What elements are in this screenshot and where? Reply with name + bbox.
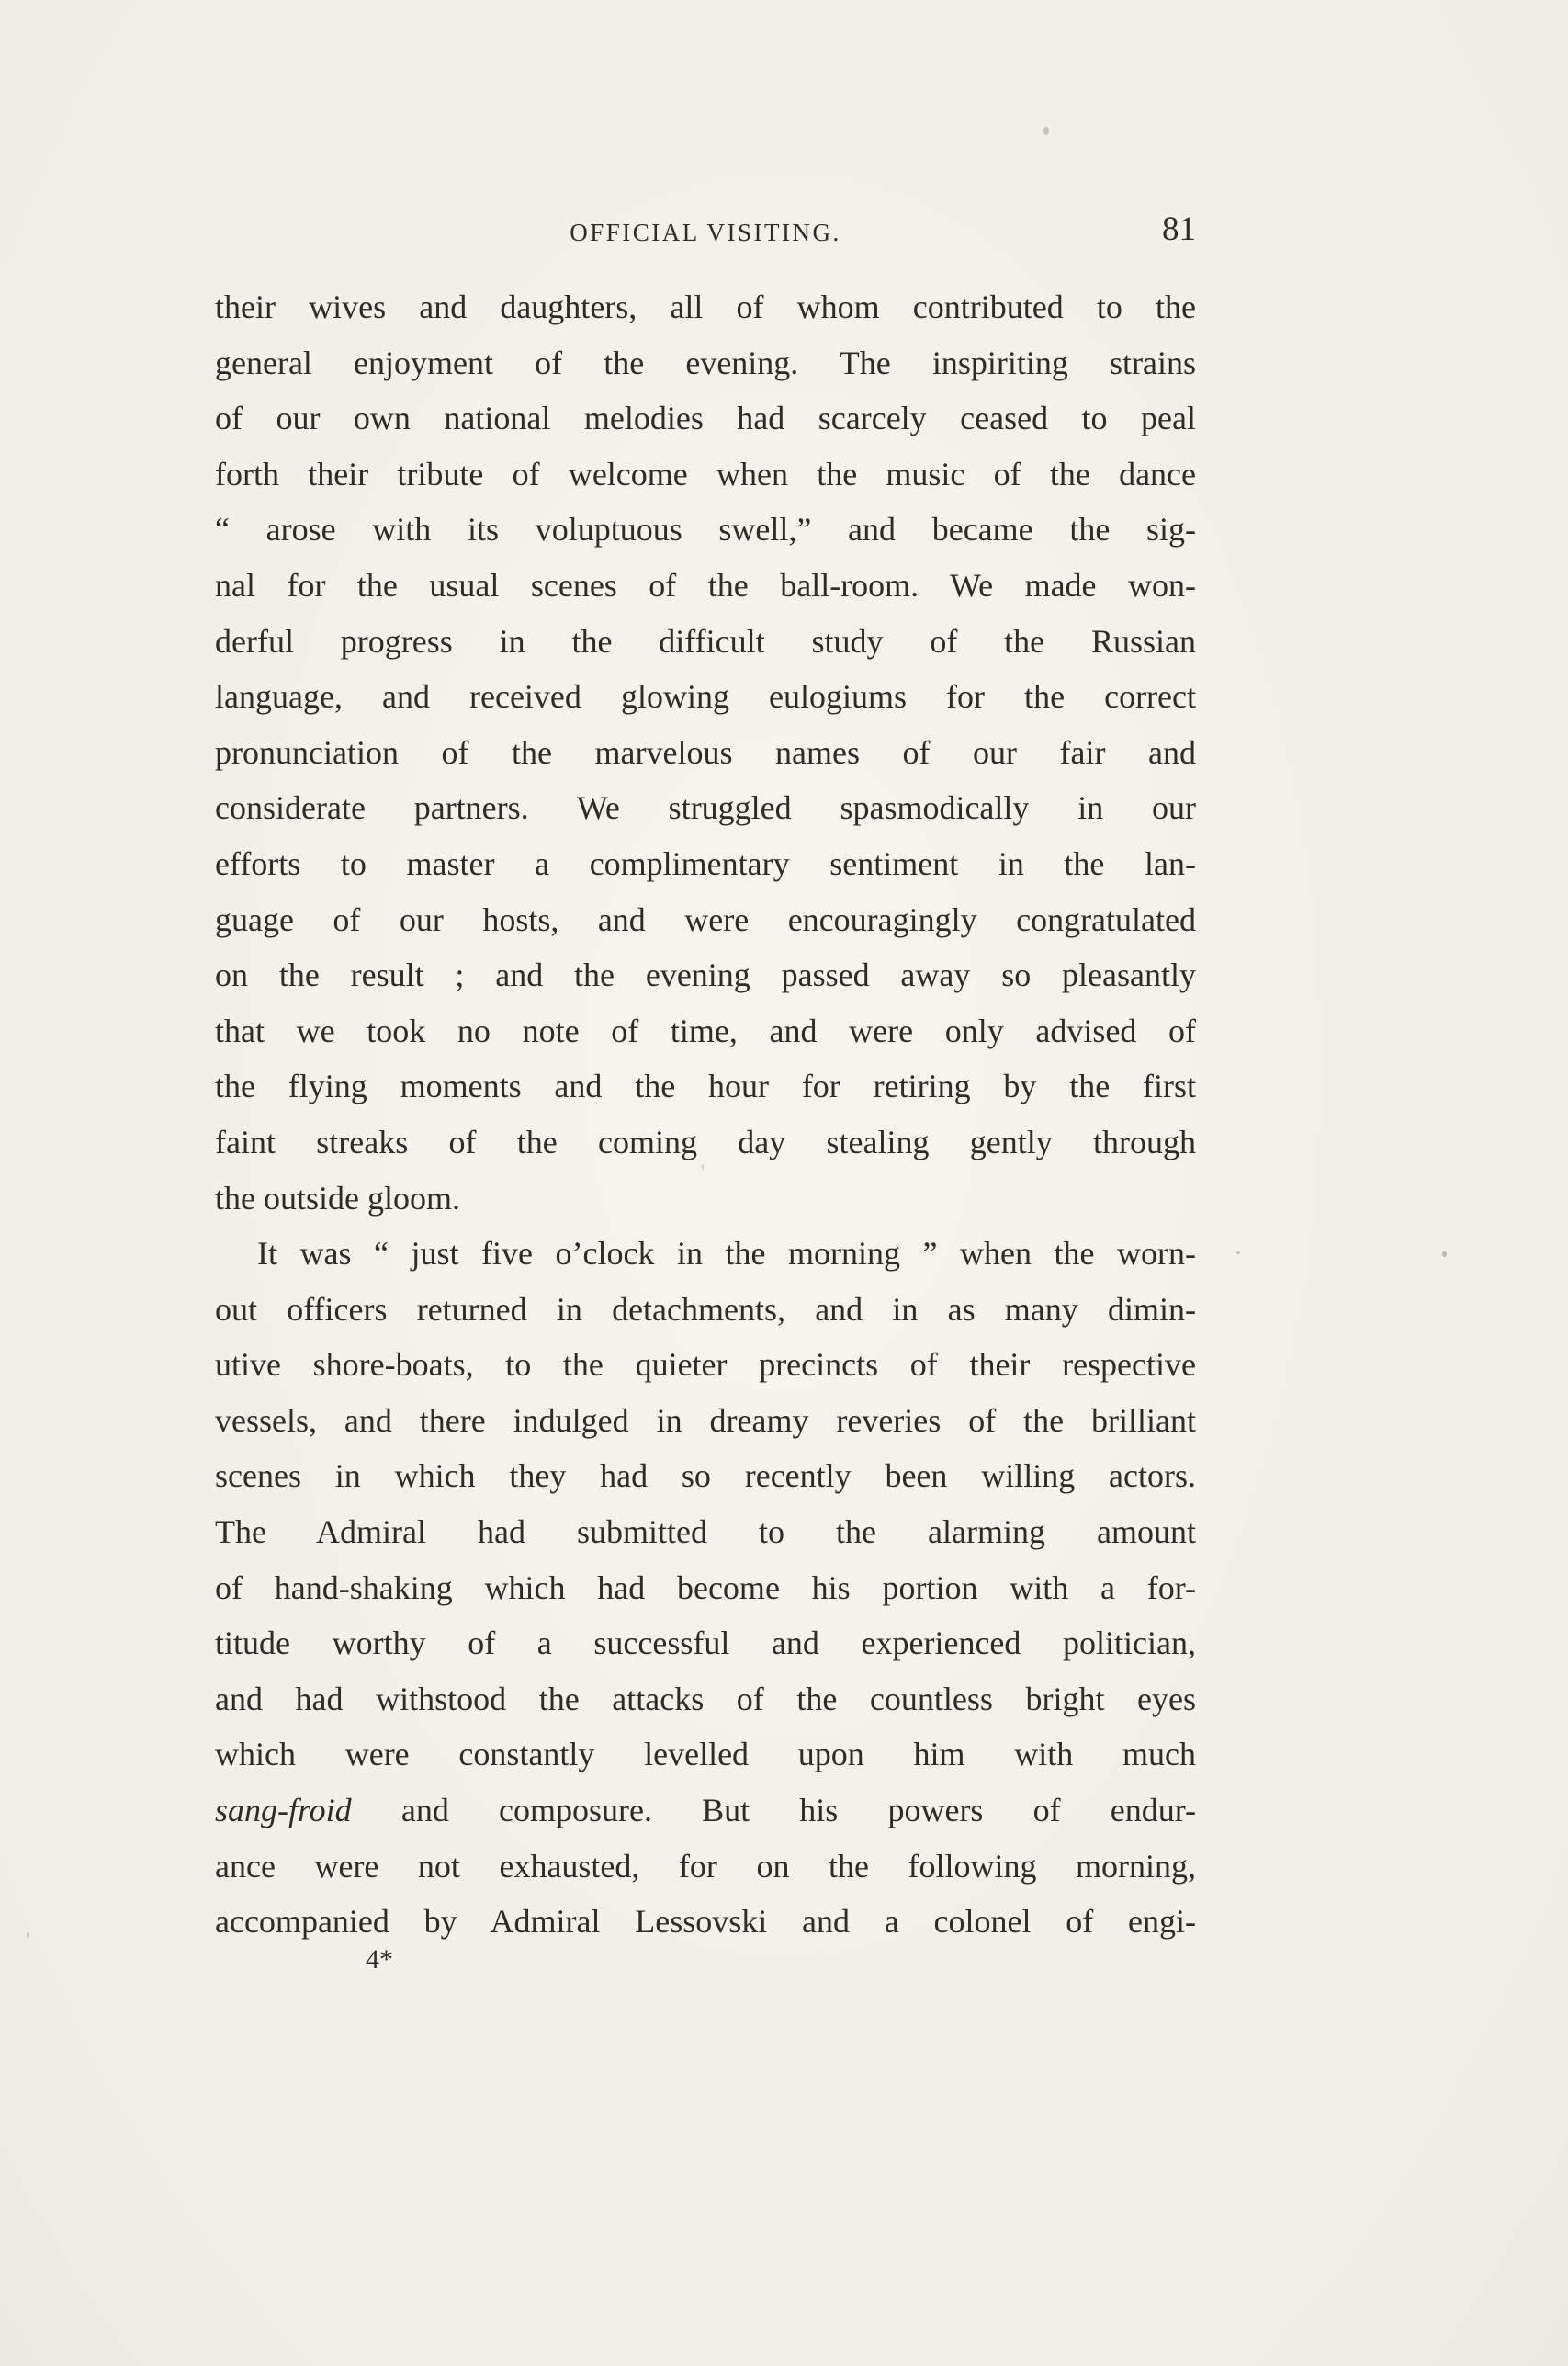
text-line: ance were not exhausted, for on the following morning,: [215, 1847, 1196, 1885]
text-line: The Admiral had submitted to the alarming amount: [215, 1513, 1196, 1551]
text-line: of hand-shaking which had become his portion with a for-: [215, 1568, 1196, 1606]
text-line: language, and received glowing eulogiums for the correct: [215, 678, 1196, 716]
paper-speck: [1043, 127, 1049, 135]
paper-speck: [27, 1932, 29, 1938]
text-line: efforts to master a complimentary sentiment in the lan-: [215, 844, 1196, 882]
text-line: and had withstood the attacks of the countless bright eyes: [215, 1680, 1196, 1717]
body-text: [215, 279, 1196, 1950]
paper-speck: [702, 1164, 704, 1170]
paper-speck: [1442, 1251, 1447, 1257]
italic-phrase: sang-froid: [215, 1792, 352, 1829]
text-line: vessels, and there indulged in dreamy reveries of the brilliant: [215, 1401, 1196, 1439]
text-line: forth their tribute of welcome when the music of the dance: [215, 455, 1196, 492]
signature-mark: 4*: [366, 1944, 393, 1975]
text-line: sang-froid and composure. But his powers of endur-: [215, 1792, 1196, 1829]
text-line: the outside gloom.: [215, 1179, 460, 1217]
text-line: that we took no note of time, and were only advised of: [215, 1012, 1196, 1049]
text-line: derful progress in the difficult study of the Russian: [215, 622, 1196, 660]
text-line: accompanied by Admiral Lessovski and a colonel of engi-: [215, 1903, 1196, 1941]
text-line: pronunciation of the marvelous names of our fair and: [215, 733, 1196, 771]
page-number: 81: [1162, 210, 1196, 248]
text-line: faint streaks of the coming day stealing gently through: [215, 1123, 1196, 1160]
text-line: which were constantly levelled upon him with much: [215, 1736, 1196, 1773]
text-line: out officers returned in detachments, and in as many dimin-: [215, 1290, 1196, 1328]
text-line: considerate partners. We struggled spasmodically in our: [215, 789, 1196, 827]
text-line: on the result ; and the evening passed away so pleasantly: [215, 957, 1196, 994]
text-line: titude worthy of a successful and experienced politician,: [215, 1625, 1196, 1662]
text-line: general enjoyment of the evening. The inspiriting strains: [215, 344, 1196, 381]
paper-speck: [1236, 1251, 1240, 1254]
text-line: the flying moments and the hour for retiring by the first: [215, 1068, 1196, 1105]
running-title: OFFICIAL VISITING.: [570, 219, 841, 246]
text-line: of our own national melodies had scarcely ceased to peal: [215, 400, 1196, 437]
text-line: scenes in which they had so recently been willing actors.: [215, 1457, 1196, 1495]
text-line: utive shore-boats, to the quieter precincts of their respective: [215, 1346, 1196, 1384]
text-line: nal for the usual scenes of the ball-room. We made won-: [215, 566, 1196, 604]
text-line: It was “ just five o’clock in the morning ” when the worn-: [257, 1235, 1196, 1273]
running-head: [215, 209, 1196, 255]
text-line: “ arose with its voluptuous swell,” and became the sig-: [215, 511, 1196, 549]
text-line: their wives and daughters, all of whom contributed to the: [215, 289, 1196, 325]
text-line: guage of our hosts, and were encouragingly congratulated: [215, 900, 1196, 938]
